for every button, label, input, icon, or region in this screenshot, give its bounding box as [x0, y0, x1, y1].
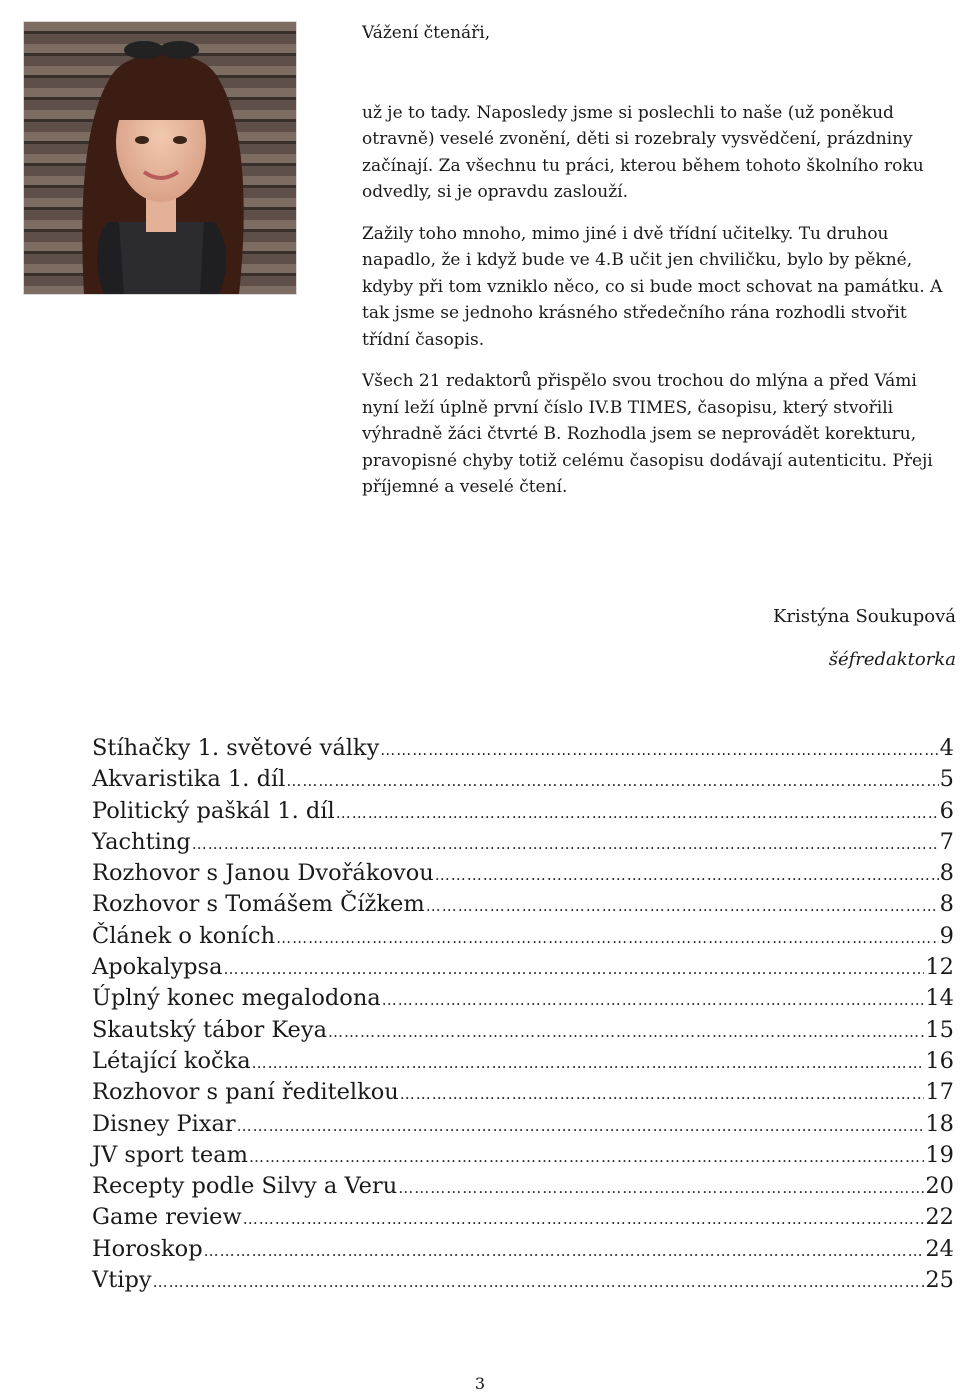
toc-leader: [400, 1079, 925, 1110]
toc-leader: [380, 735, 938, 766]
toc-title: Game review: [92, 1204, 242, 1231]
toc-title: Skautský tábor Keya: [92, 1016, 327, 1043]
toc-entry: [92, 983, 954, 1014]
toc-leader: [276, 923, 939, 954]
toc-page: 18: [925, 1110, 954, 1137]
toc-leader: [249, 1142, 924, 1173]
toc-title: Rozhovor s Tomášem Čížkem: [92, 891, 425, 918]
toc-page: 17: [925, 1079, 954, 1106]
toc-page: 14: [925, 985, 954, 1012]
toc-leader: [426, 891, 939, 922]
toc-entry: [92, 1109, 954, 1140]
toc-leader: [153, 1267, 925, 1298]
toc-page: 24: [925, 1235, 954, 1262]
toc-leader: [435, 860, 939, 891]
letter-salutation: Vážení čtenáři,: [362, 23, 491, 43]
toc-page: 6: [939, 797, 954, 824]
toc-entry: [92, 952, 954, 983]
toc-title: Apokalypsa: [92, 954, 223, 981]
toc-page: 25: [925, 1267, 954, 1294]
toc-title: Yachting: [92, 828, 191, 855]
letter-paragraph: už je to tady. Naposledy jsme si poslechli to naše (už poněkud otravně) veselé zvonění, děti si rozebraly vysvědčení, prázdniny začínají. Za všechnu tu práci, kterou během tohoto školního roku odvedly, si je opravdu zaslouží.: [362, 102, 924, 202]
toc-page: 5: [939, 766, 954, 793]
toc-leader: [286, 766, 938, 797]
toc-leader: [328, 1017, 924, 1048]
toc-title: Rozhovor s Janou Dvořákovou: [92, 860, 434, 887]
toc-leader: [204, 1236, 925, 1267]
toc-entry: [92, 858, 954, 889]
toc-page: 19: [925, 1141, 954, 1168]
signature-role: šéfredaktorka: [828, 649, 956, 670]
portrait-icon: [24, 22, 296, 294]
toc-leader: [237, 1111, 925, 1142]
toc-leader: [224, 954, 925, 985]
toc-leader: [243, 1204, 925, 1235]
toc-title: Akvaristika 1. díl: [92, 766, 286, 793]
page-number: 3: [474, 1374, 486, 1393]
signature-name: Kristýna Soukupová: [772, 606, 956, 627]
toc-entry: [92, 796, 954, 827]
toc-page: 7: [939, 828, 954, 855]
toc-title: Létající kočka: [92, 1047, 251, 1074]
toc-entry: [92, 1015, 954, 1046]
toc-title: Rozhovor s paní ředitelkou: [92, 1079, 399, 1106]
toc-page: 8: [939, 860, 954, 887]
toc-title: Disney Pixar: [92, 1110, 236, 1137]
toc-leader: [192, 829, 939, 860]
toc-entry: [92, 1140, 954, 1171]
toc-page: 15: [925, 1016, 954, 1043]
toc-entry: [92, 889, 954, 920]
toc-leader: [252, 1048, 925, 1079]
toc-title: Horoskop: [92, 1235, 203, 1262]
toc-entry: [92, 764, 954, 795]
table-of-contents: [92, 733, 954, 1296]
toc-title: Vtipy: [92, 1267, 152, 1294]
toc-page: 4: [939, 735, 954, 761]
toc-entry: [92, 1234, 954, 1265]
toc-page: 22: [925, 1204, 954, 1231]
toc-title: Stíhačky 1. světové války: [92, 735, 380, 761]
toc-title: Článek o koních: [92, 922, 276, 949]
toc-entry: [92, 733, 954, 764]
toc-page: 12: [925, 954, 954, 981]
editor-portrait-photo: [24, 22, 296, 294]
toc-page: 8: [939, 891, 954, 918]
toc-title: JV sport team: [92, 1141, 248, 1168]
toc-entry: [92, 1202, 954, 1233]
letter-paragraph: Zažily toho mnoho, mimo jiné i dvě třídní učitelky. Tu druhou napadlo, že i když bude ve 4.B učit jen chviličku, bylo by pěkné, kdyby při tom vzniklo něco, co si bude moct schovat na památku. A tak jsme se jednoho krásného středečního rána rozhodli stvořit třídní časopis.: [362, 223, 943, 350]
letter-paragraph: Všech 21 redaktorů přispělo svou trochou do mlýna a před Vámi nyní leží úplně první číslo IV.B TIMES, časopisu, který stvořili výhradně žáci čtvrté B. Rozhodla jsem se neprovádět korekturu, pravopisné chyby totiž celému časopisu dodávají autenticitu. Přeji příjemné a veselé čtení.: [362, 371, 933, 497]
toc-entry: [92, 1046, 954, 1077]
toc-leader: [398, 1173, 924, 1204]
toc-title: Recepty podle Silvy a Veru: [92, 1173, 398, 1200]
toc-leader: [382, 985, 925, 1016]
toc-entry: [92, 1171, 954, 1202]
editor-letter: [362, 20, 952, 516]
toc-entry: [92, 921, 954, 952]
toc-page: 16: [925, 1047, 954, 1074]
toc-leader: [336, 798, 939, 829]
toc-entry: [92, 1265, 954, 1296]
toc-entry: [92, 1077, 954, 1108]
toc-entry: [92, 827, 954, 858]
toc-page: 20: [925, 1173, 954, 1200]
toc-title: Úplný konec megalodona: [92, 985, 381, 1012]
toc-title: Politický paškál 1. díl: [92, 797, 335, 824]
toc-page: 9: [939, 922, 954, 949]
